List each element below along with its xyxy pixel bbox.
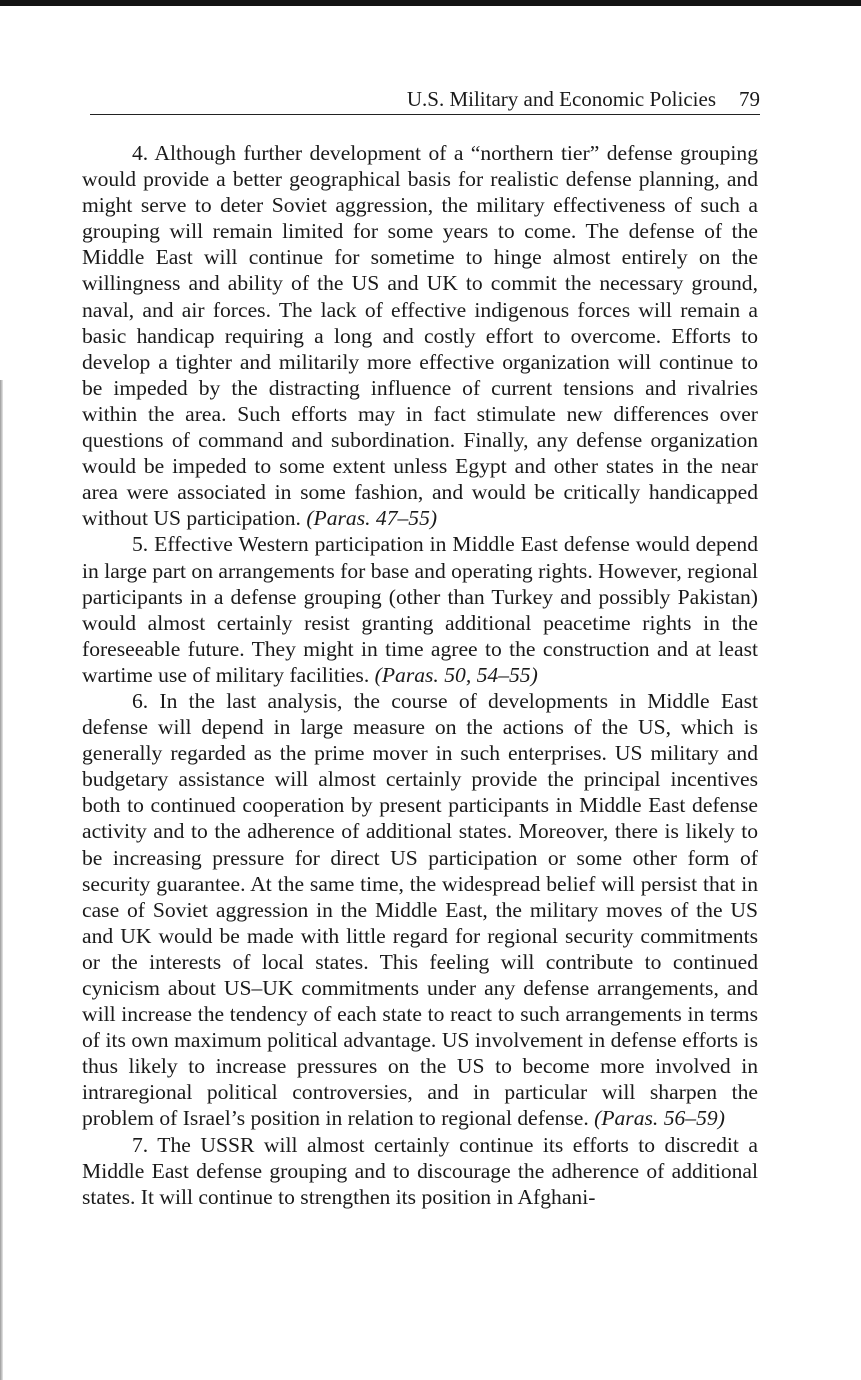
paragraph-7 — [82, 1132, 758, 1210]
running-header-title: U.S. Military and Economic Policies — [406, 87, 716, 111]
paragraph-reference: (Paras. 47–55) — [306, 506, 438, 531]
paragraph-reference: (Paras. 50, 54–55) — [374, 662, 538, 687]
paragraph-text: 7. The USSR will almost certainly continue its efforts to discredit a Middle East defense grouping and to discourage the adherence of additional states. It will continue to strengthen its position in Afghani- — [82, 1132, 758, 1209]
page-body — [82, 140, 758, 1210]
paragraph-text: 6. In the last analysis, the course of developments in Middle East defense will depend in large measure on the actions of the US, which is generally regarded as the prime mover in such enterprises. US military and budgetary assistance will almost certainly provide the principal incentives both to continued cooperation by present participants in Middle East defense activity and to the adherence of additional states. Moreover, there is likely to be increasing pressure for direct US participation or some other form of security guarantee. At the same time, the widespread belief will persist that in case of Soviet aggression in the Middle East, the military moves of the US and UK would be made with little regard for regional security commitments or the interests of local states. This feeling will contribute to continued cynicism about US–UK commitments under any defense arrangements, and will increase the tendency of each state to react to such arrangements in terms of its own maximum political advantage. US involvement in defense efforts is thus likely to increase pressures on the US to become more involved in intraregional political controversies, and in particular will sharpen the problem of Israel’s position in relation to regional defense. — [82, 688, 758, 1131]
paragraph-reference: (Paras. 56–59) — [594, 1106, 725, 1131]
scan-top-edge — [0, 0, 861, 6]
paragraph-5 — [82, 531, 758, 688]
paragraph-text: 4. Although further development of a “northern tier” defense grouping would provide a better geographical basis for realistic defense planning, and might serve to deter Soviet aggression, the military effectiveness of such a grouping will remain limited for some years to come. The defense of the Middle East will continue for sometime to hinge almost entirely on the willingness and ability of the US and UK to commit the necessary ground, naval, and air forces. The lack of effective indigenous forces will remain a basic handicap requiring a long and costly effort to overcome. Efforts to develop a tighter and militarily more effective organization will continue to be impeded by the distracting influence of current tensions and rivalries within the area. Such efforts may in fact stimulate new differences over questions of command and subordination. Finally, any defense organization would be impeded to some extent unless Egypt and other states in the near area were associated in some fashion, and would be critically handicapped without US participation. — [82, 141, 758, 531]
paragraph-text: 5. Effective Western participation in Middle East defense would depend in large part on arrangements for base and operating rights. However, regional participants in a defense grouping (other than Turkey and possibly Pakistan) would almost certainly resist granting additional peacetime rights in the foreseeable future. They might in time agree to the construction and at least wartime use of military facilities. — [82, 532, 758, 687]
scan-left-edge — [0, 380, 3, 1380]
paragraph-4 — [82, 140, 758, 531]
paragraph-6 — [82, 688, 758, 1132]
page-number: 79 — [739, 87, 760, 111]
running-header — [90, 86, 760, 115]
